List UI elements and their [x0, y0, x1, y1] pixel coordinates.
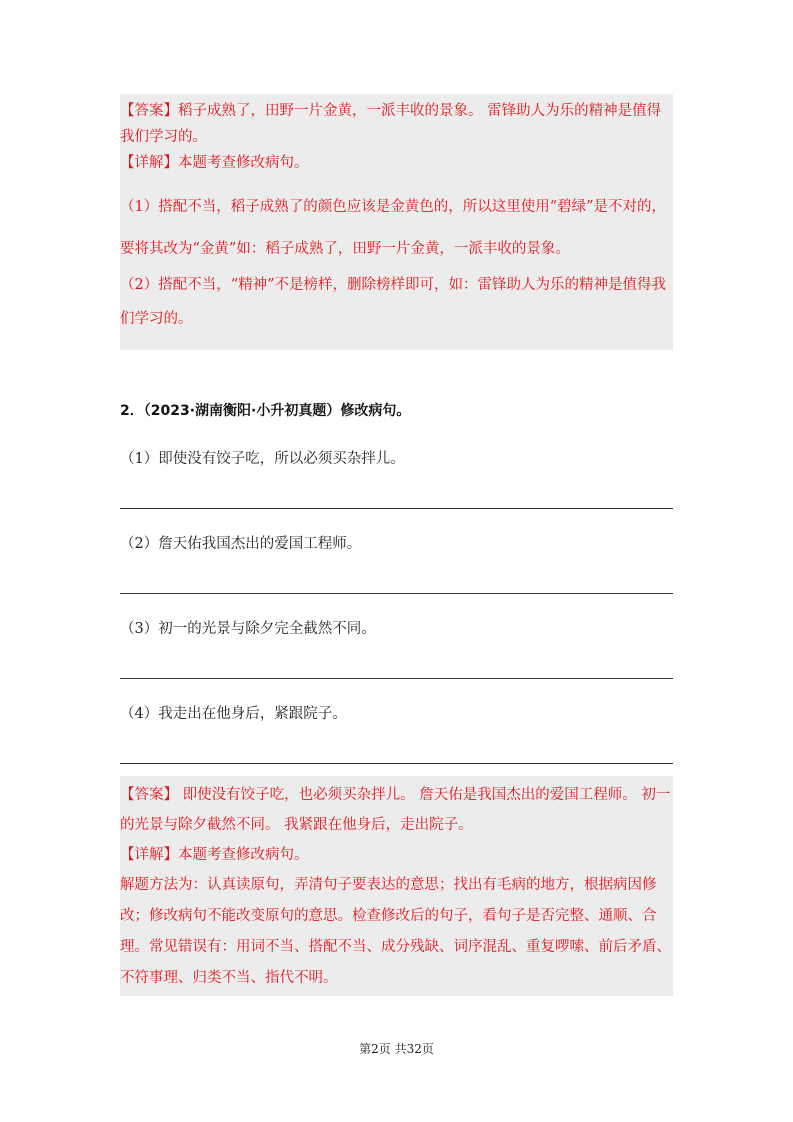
answer-line-4	[120, 763, 673, 764]
question-title: 2．（2023·湖南衡阳·小升初真题）修改病句。	[120, 403, 411, 419]
answer-line-1	[120, 508, 673, 509]
detail-method: 解题方法为：认真读原句，弄清句子要表达的意思；找出有毛病的地方，根据病因修改；修改病句不能改变原句的意思。检查修改后的句子，看句子是否完整、通顺、合理。常见错误有：用词不当、搭配不当、成分残缺、词序混乱、重复啰嗦、前后矛盾、不符事理、归类不当、指代不明。	[120, 877, 671, 986]
answer-line-2	[120, 593, 673, 594]
question-item-3: （3）初一的光景与除夕完全截然不同。	[120, 621, 376, 637]
detail-1	[120, 150, 673, 176]
answer-text: 即使没有饺子吃，也必须买杂拌儿。 詹天佑是我国杰出的爱国工程师。 初一的光景与除夕截然不同。 我紧跟在他身后，走出院子。	[120, 787, 671, 833]
detail-point-2: （2）搭配不当，“精神”不是榜样，删除榜样即可，如：雷锋助人为乐的精神是值得我们学习的。	[120, 277, 667, 327]
answer-2	[120, 780, 673, 840]
answer-label: 【答案】	[120, 103, 178, 119]
answer-label: 【答案】	[120, 787, 178, 803]
answer-block-1	[120, 94, 673, 350]
detail-text: 本题考查修改病句。	[178, 155, 309, 171]
answer-1	[120, 98, 673, 150]
answer-line-3	[120, 678, 673, 679]
detail-label: 【详解】	[120, 155, 178, 171]
detail-2	[120, 840, 673, 870]
detail-text: 本题考查修改病句。	[178, 847, 309, 863]
question-item-1: （1）即使没有饺子吃，所以必须买杂拌儿。	[120, 451, 405, 467]
detail-label: 【详解】	[120, 847, 178, 863]
answer-block-2	[120, 776, 673, 996]
answer-text: 稻子成熟了，田野一片金黄，一派丰收的景象。 雷锋助人为乐的精神是值得我们学习的。	[120, 103, 662, 145]
question-item-4: （4）我走出在他身后，紧跟院子。	[120, 706, 347, 722]
page-footer: 第2页 共32页	[359, 1042, 434, 1056]
detail-point-1: （1）搭配不当，稻子成熟了的颜色应该是金黄色的，所以这里使用“碧绿”是不对的，要将其改为“金黄”如：稻子成熟了，田野一片金黄，一派丰收的景象。	[120, 199, 667, 257]
question-item-2: （2）詹天佑我国杰出的爱国工程师。	[120, 536, 362, 552]
